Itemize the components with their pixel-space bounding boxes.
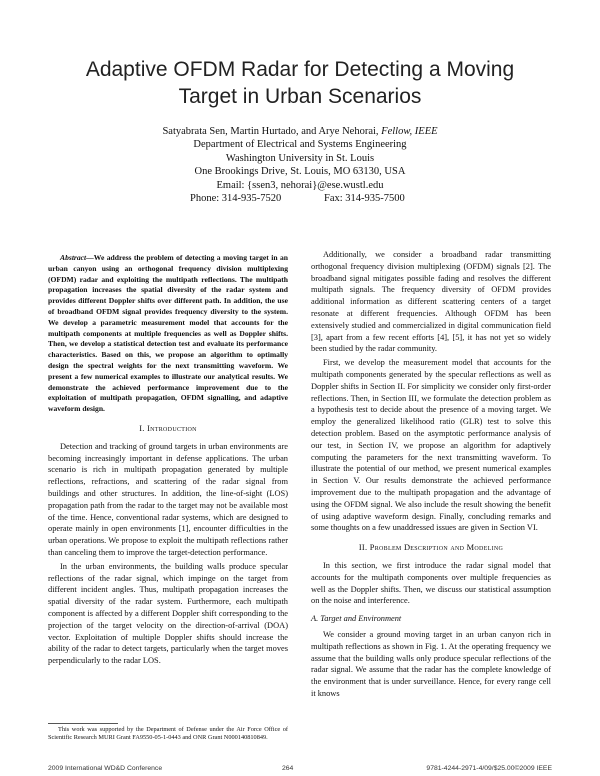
department: Department of Electrical and Systems Engineering (193, 139, 407, 151)
footer-conference: 2009 International WD&D Conference (48, 765, 163, 772)
section-2-heading: II. Problem Description and Modeling (358, 543, 504, 553)
subsection-a-heading: A. Target and Environment (311, 614, 402, 624)
fax: Fax: 314-935-7500 (324, 193, 405, 205)
footer-copyright: 9781-4244-2971-4/09/$25.00©2009 IEEE (426, 765, 552, 772)
authors-text: Satyabrata Sen, Martin Hurtado, and Arye Nehorai, (162, 126, 379, 137)
abstract-label: Abstract (60, 253, 87, 262)
intro-paragraph-2: In the urban environments, the building walls produce specular reflections of the radar signal, which impinge on the target from different incident angles. Thus, multipath propagation increases the spatial diversity of the radar system. Furthermore, each multipath component is affected by a different Doppler shift corresponding to the projection of the target velocity on the direction-of-arrival (DOA) vector. Exploitation of multiple Doppler shifts should increase the ability of the radar to detect targets, particularly when the target moves perpendicularly to the radar LOS. (48, 561, 288, 666)
intro-heading: I. Introduction (139, 423, 197, 433)
footnote-divider (48, 723, 118, 724)
author-names (0, 125, 600, 138)
university: Washington University in St. Louis (225, 152, 375, 164)
abstract (48, 253, 288, 415)
title-line-1: Adaptive OFDM Radar for Detecting a Moving (85, 58, 515, 81)
subsection-a-paragraph: We consider a ground moving target in an urban canyon rich in multipath reflections as shown in Fig. 1. At the operating frequency we assume that the building walls only produce specular reflections of the radar signal. We assume that the radar has the complete knowledge of the environment that is under surveillance. Hence, for every range cell it knows (311, 629, 551, 698)
footnote: This work was supported by the Department of Defense under the Air Force Office of Scientific Research MURI Grant FA9550-05-1-0443 and ONR Grant N000140810849. (48, 726, 288, 742)
phone: Phone: 314-935-7520 (190, 193, 282, 205)
footer-page-number: 264 (282, 765, 294, 772)
author-suffix: Fellow, IEEE (381, 126, 438, 137)
right-paragraph-2: First, we develop the measurement model that accounts for the multipath components generated by the specular reflections as well as Doppler shifts in Section II. For simplicity we consider only first-order reflections. Then, in Section III, we formulate the detection problem as a hypothesis test to decide about the presence of a moving target. We employ the generalized likelihood ratio (GLR) test to solve this detection problem. Based on the asymptotic performance analysis of our test, in Section IV, we propose an algorithm for adaptively computing the parameters for the next transmitting waveform. To illustrate the potential of our method, we present numerical examples in Section V. Our results demonstrate the achieved performance improvement due to the multipath propagation and the advantage of using the OFDM signal. We also include the result showing the benefit of using adaptive waveform design. Finally, concluding remarks and some thoughts on a few unaddressed issues are given in Section VI. (311, 358, 551, 533)
author-block (0, 125, 600, 205)
abstract-text: —We address the problem of detecting a moving target in an urban canyon using an orthogonal frequency division multiplexing (OFDM) radar and exploiting the multipath reflections. The multipath propagation increases the spatial diversity of the radar system and provides different Doppler shifts over different path. In addition, the use of broadband OFDM signal provides frequency diversity to the system. We develop a parametric measurement model that accounts for the multipath components at multiple frequencies as well as Doppler shifts. Then, we develop a statistical detection test and evaluate its performance characteristics. Based on this, we propose an algorithm to optimally design the spectral weights for the next transmitting waveform. We present a few numerical examples to illustrate our analytical results. We demonstrate the achieved performance improvement due to the exploitation of multipath propagation, OFDM signalling, and adaptive waveform design. (48, 253, 288, 414)
title-line-2: Target in Urban Scenarios (178, 85, 422, 108)
paper-title (0, 56, 600, 110)
address: One Brookings Drive, St. Louis, MO 63130, USA (194, 166, 406, 178)
contact-row (0, 192, 600, 205)
right-column (311, 249, 551, 700)
right-paragraph-1: Additionally, we consider a broadband radar transmitting orthogonal frequency division multiplexing (OFDM) signals [2]. The broadband signal mitigates possible fading and resolves the different multipath signals. The frequency diversity of OFDM provides additional information as different scattering centers of a target resonate at different frequencies. Although OFDM has been extensively studied and commercialized in digital communication field [3], apart from a few recent efforts [4], [5], it has not yet so widely been studied by the radar community. (311, 250, 551, 354)
email: Email: {ssen3, nehorai}@ese.wustl.edu (216, 179, 384, 191)
section-2-paragraph: In this section, we first introduce the radar signal model that accounts for the multipath components over multiple frequencies as well as the Doppler shifts. Then, we discuss our statistical assumption on the noise and interference. (311, 560, 551, 606)
left-column (48, 253, 288, 667)
intro-paragraph-1: Detection and tracking of ground targets in urban environments are becoming increasingly important in defense applications. The urban scenario is rich in multipath propagation generated by multiple reflections, refractions, and scattering of the radar signal from buildings and other structures. In addition, the line-of-sight (LOS) propagation path from the radar to the target may not be available most of the time. Hence, conventional radar systems, which are designed to operate mainly in open environments [1], encounter difficulties in the urban operations. We propose to exploit the multipath reflections rather than canceling them to improve the target-detection performance. (48, 441, 288, 557)
